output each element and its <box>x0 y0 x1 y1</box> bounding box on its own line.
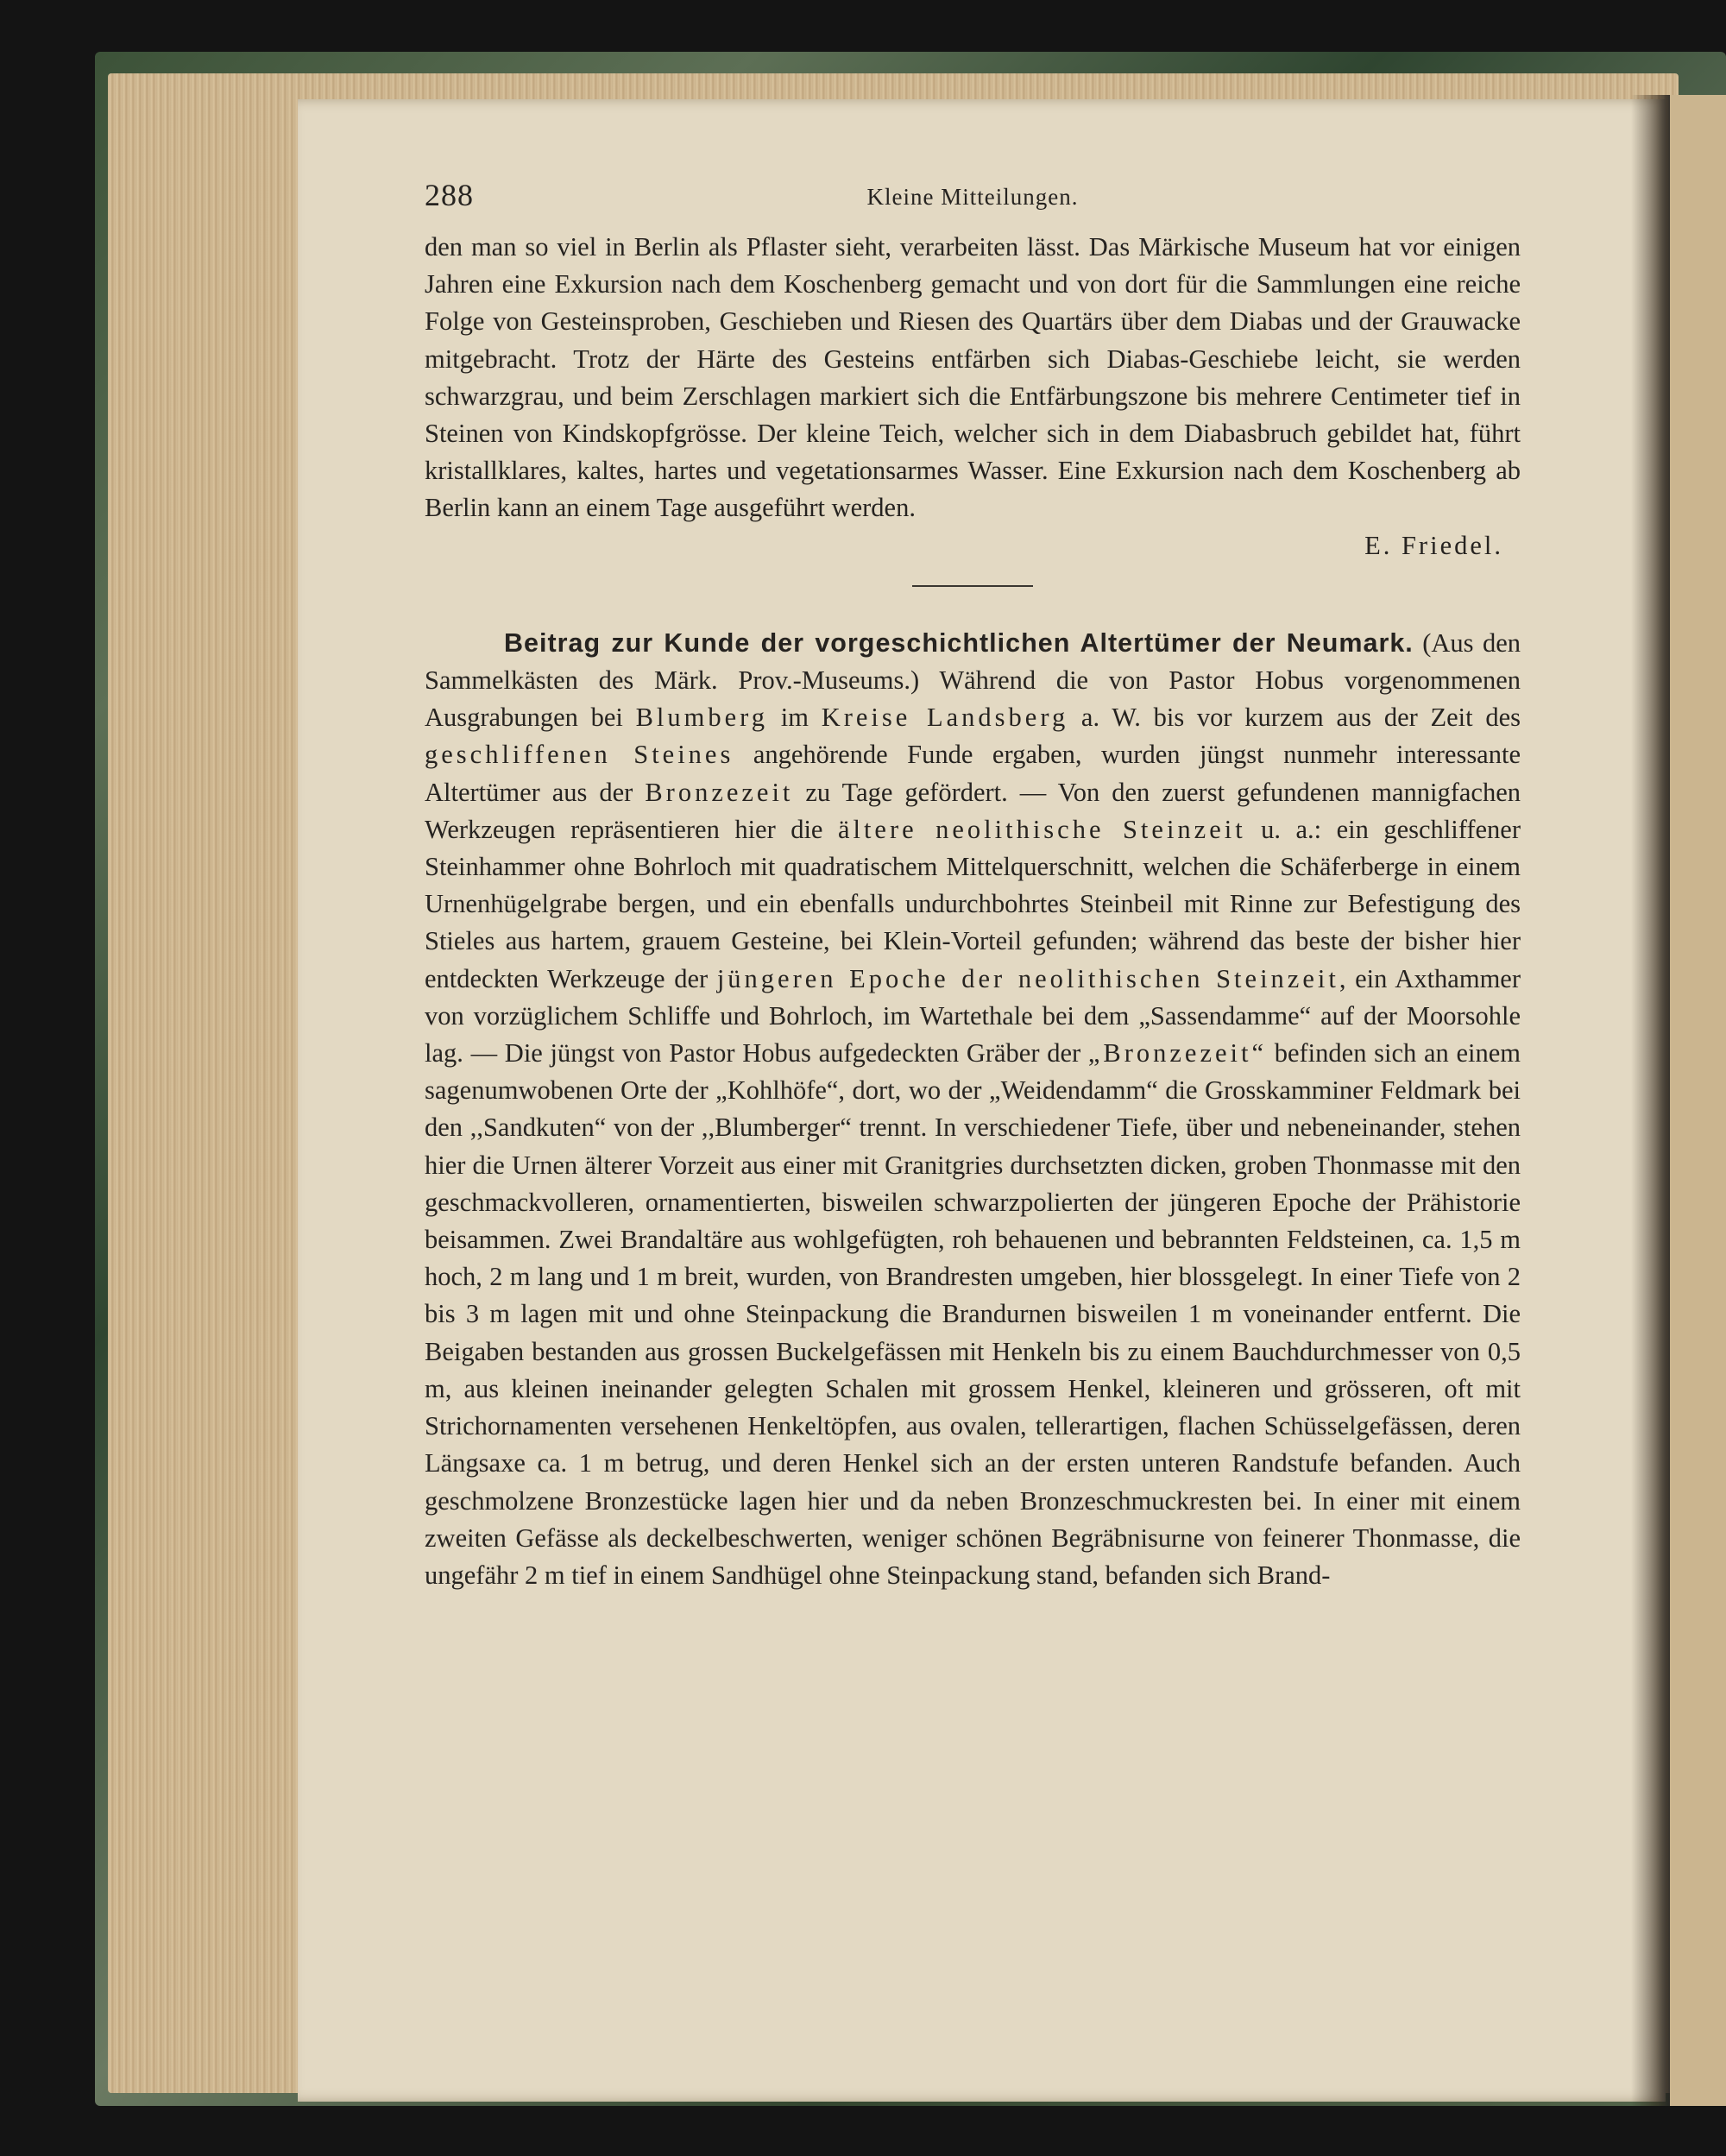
page-header <box>425 177 1521 229</box>
article-2-fragment: u. a.: ein geschliffener Steinhammer ohne Bohrloch mit quadratischem Mittelquerschnitt, welchen die Schäferberge in einem Urnenhügelgrabe bergen, und ein ebenfalls undurchbohrtes Steinbeil mit Rinne zur Befestigung des Stieles aus hartem, grauem Gesteine, bei Klein-Vorteil gefunden; während das beste der bisher hier entdeckten Werkzeuge der <box>425 814 1521 993</box>
facing-page-edge <box>1670 95 1726 2106</box>
article-2-fragment: zu Tage gefördert. — Von den zuerst gefundenen mannigfachen Werkzeugen repräsentieren hier die <box>425 777 1521 844</box>
article-2-fragment: angehörende Funde ergaben, wurden jüngst nunmehr interessante Altertümer aus der <box>425 740 1521 807</box>
spaced-term: ältere neolithische Steinzeit <box>837 814 1246 844</box>
article-2-fragment: befinden sich an einem sagenumwobenen Orte der „Kohlhöfe“, dort, wo der „Weidendamm“ die Grosskamminer Feldmark bei den ,,Sandkuten“ von der ,,Blumberger“ trennt. In verschiedener Tiefe, über und nebeneinander, stehen hier die Urnen älterer Vorzeit aus einer mit Granitgries durchsetzten dicken, groben Thonmasse mit den geschmackvolleren, ornamentierten, bisweilen schwarzpolierten der jüngeren Epoche der Prähistorie beisammen. Zwei Brandaltäre aus wohlgefügten, roh behauenen und bebrannten Feldsteinen, ca. 1,5 m hoch, 2 m lang und 1 m breit, wurden, von Brandresten umgeben, hier blossgelegt. In einer Tiefe von 2 bis 3 m lagen mit und ohne Steinpackung die Brandurnen bisweilen 1 m voneinander entfernt. Die Beigaben bestanden aus grossen Buckelgefässen mit Henkeln bis zu einem Bauchdurchmesser von 0,5 m, aus kleinen ineinander gelegten Schalen mit grossem Henkel, kleineren und grösseren, oft mit Strichornamenten versehenen Henkeltöpfen, aus ovalen, tellerartigen, flachen Schüsselgefässen, deren Längsaxe ca. 1 m betrug, und deren Henkel sich an der ersten unteren Randstufe befanden. Auch geschmolzene Bronzestücke lagen hier und da neben Bronzeschmuckresten bei. In einer mit einem zweiten Gefässe als deckelbeschwerten, weniger schönen Begräbnisurne von feinerer Thonmasse, die ungefähr 2 m tief in einem Sandhügel ohne Steinpackung stand, befanden sich Brand- <box>425 1038 1521 1590</box>
gutter-shadow <box>1631 95 1674 2106</box>
article-2-fragment: im <box>768 703 822 733</box>
section-divider <box>912 585 1033 587</box>
spaced-term: Blumberg <box>635 703 769 733</box>
article-2-fragment: , ein Axthammer von vorzüglichem Schliffe und Bohrloch, im Wartethale bei dem „Sassendamme“ auf der Moorsohle lag. — Die jüngst von Pastor Hobus aufgedeckten Gräber der <box>425 963 1521 1069</box>
article-2-heading: Beitrag zur Kunde der vorgeschichtlichen Altertümer der Neumark. <box>504 627 1414 658</box>
page-number: 288 <box>425 178 474 212</box>
article-2-fragment: (Aus den Sammelkästen des Märk. Prov.-Museums.) Während die von Pastor Hobus vorgenommenen Ausgrabungen bei <box>425 627 1521 733</box>
spaced-term: jüngeren Epoche der neolithischen Steinzeit <box>716 963 1339 993</box>
article-2-text <box>425 625 1521 1594</box>
article-2-fragment: a. W. bis vor kurzem aus der Zeit des <box>1068 703 1521 733</box>
spaced-term: geschliffenen Steines <box>425 740 734 770</box>
running-head: Kleine Mitteilungen. <box>866 184 1079 210</box>
spaced-term: Kreise Landsberg <box>821 703 1069 733</box>
spaced-term: Bronzezeit <box>645 777 794 807</box>
article-1-text: den man so viel in Berlin als Pflaster sieht, verarbeiten lässt. Das Märkische Museum hat vor einigen Jahren eine Exkursion nach dem Koschenberg gemacht und von dort für die Sammlungen eine reiche Folge von Gesteinsproben, Geschieben und Riesen des Quartärs über dem Diabas und der Grauwacke mitgebracht. Trotz der Härte des Gesteins entfärben sich Diabas-Geschiebe leicht, sie werden schwarzgrau, und beim Zerschlagen markiert sich die Entfärbungszone bis mehrere Centimeter tief in Steinen von Kindskopfgrösse. Der kleine Teich, welcher sich in dem Diabasbruch gebildet hat, führt kristallklares, kaltes, hartes und vegetationsarmes Wasser. Eine Exkursion nach dem Koschenberg ab Berlin kann an einem Tage ausgeführt werden. <box>425 232 1521 523</box>
spaced-term: „Bronzezeit“ <box>1087 1038 1268 1069</box>
article-1-signature: E. Friedel. <box>1364 530 1503 560</box>
page-text <box>425 177 1521 1594</box>
